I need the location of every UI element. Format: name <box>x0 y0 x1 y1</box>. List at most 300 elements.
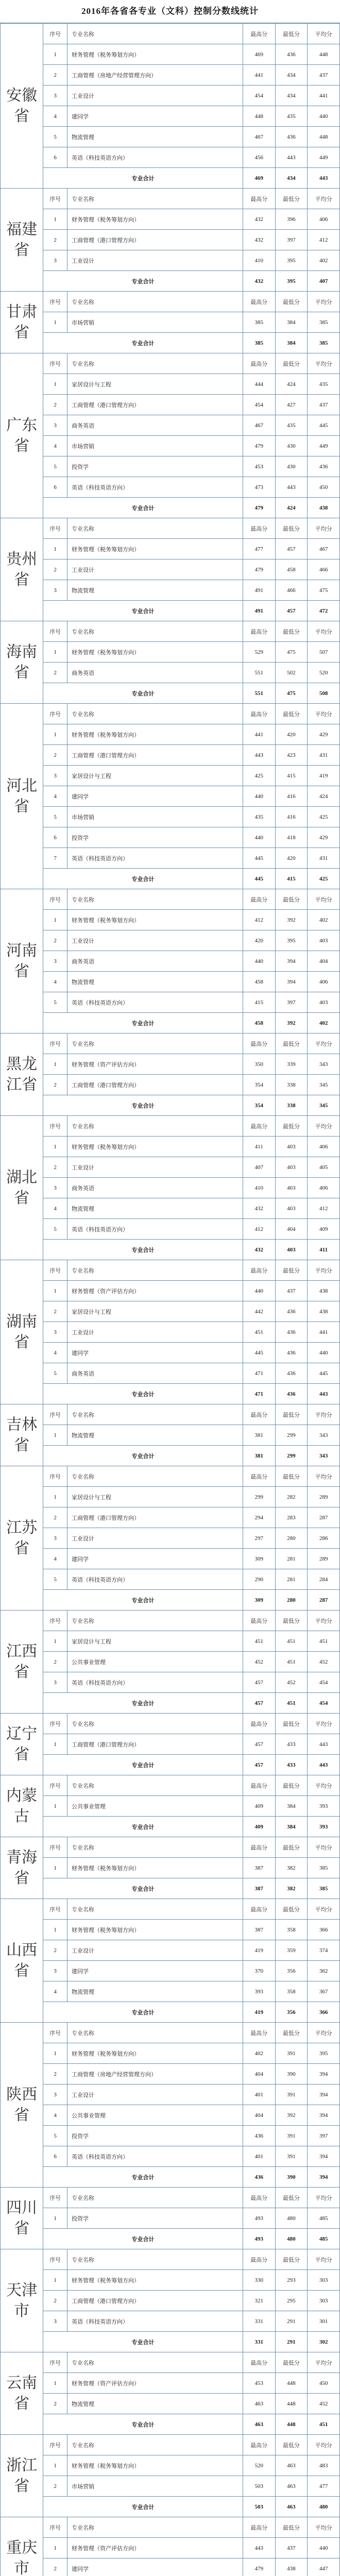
row-min-score: 448 <box>275 2394 308 2414</box>
row-index: 3 <box>43 415 67 436</box>
total-max-score: 445 <box>243 869 275 889</box>
row-max-score: 479 <box>243 560 275 580</box>
row-min-score: 281 <box>275 1549 308 1569</box>
header-avg: 平均分 <box>308 189 340 209</box>
row-min-score: 397 <box>275 230 308 250</box>
row-max-score: 493 <box>243 2208 275 2229</box>
row-min-score: 391 <box>275 2084 308 2105</box>
table-row <box>1 1961 340 1981</box>
row-index: 1 <box>43 2043 67 2064</box>
row-index: 2 <box>43 2064 67 2084</box>
table-header-row <box>1 2517 340 2538</box>
total-avg-score: 443 <box>308 1384 340 1404</box>
row-avg-score: 406 <box>308 1137 340 1157</box>
header-major: 专业名称 <box>67 889 243 910</box>
total-row <box>1 1095 340 1116</box>
row-min-score: 392 <box>275 910 308 930</box>
total-label: 专业合计 <box>43 1446 243 1466</box>
total-row <box>1 1878 340 1899</box>
table-row <box>1 2455 340 2476</box>
row-major: 公共事业管理 <box>67 1796 243 1817</box>
row-index: 3 <box>43 2311 67 2332</box>
row-index: 5 <box>43 807 67 827</box>
row-major: 家居设计与工程 <box>67 1631 243 1652</box>
total-avg-score: 443 <box>308 168 340 189</box>
table-row <box>1 1363 340 1384</box>
row-min-score: 295 <box>275 2291 308 2311</box>
total-min-score: 403 <box>275 1240 308 1260</box>
row-major: 投资学 <box>67 2126 243 2146</box>
header-avg: 平均分 <box>308 1714 340 1734</box>
row-max-score: 407 <box>243 1157 275 1178</box>
total-row <box>1 168 340 189</box>
row-min-score: 384 <box>275 1796 308 1817</box>
table-row <box>1 436 340 456</box>
row-max-score: 435 <box>243 807 275 827</box>
row-index: 5 <box>43 1219 67 1240</box>
header-max: 最高分 <box>243 1404 275 1425</box>
row-max-score: 440 <box>243 827 275 848</box>
row-avg-score: 303 <box>308 2291 340 2311</box>
header-index: 序号 <box>43 1404 67 1425</box>
row-max-score: 354 <box>243 1075 275 1095</box>
row-major: 财务管理（税务筹划方向） <box>67 2270 243 2291</box>
row-major: 物流管理 <box>67 580 243 601</box>
row-max-score: 381 <box>243 1425 275 1446</box>
row-avg-score: 394 <box>308 2064 340 2084</box>
header-max: 最高分 <box>243 2517 275 2538</box>
total-avg-score: 425 <box>308 869 340 889</box>
province-name: 重庆市 <box>1 2517 43 2576</box>
row-max-score: 467 <box>243 127 275 147</box>
row-major: 财务管理（税务筹划方向） <box>67 1858 243 1878</box>
row-major: 英语（科技英语方向） <box>67 2146 243 2167</box>
table-header-row <box>1 1260 340 1281</box>
header-avg: 平均分 <box>308 1837 340 1858</box>
total-max-score: 432 <box>243 271 275 292</box>
row-avg-score: 385 <box>308 1858 340 1878</box>
row-index: 1 <box>43 1281 67 1301</box>
row-index: 3 <box>43 1528 67 1549</box>
row-index: 1 <box>43 1425 67 1446</box>
row-major: 建同学 <box>67 1549 243 1569</box>
header-avg: 平均分 <box>308 292 340 312</box>
total-avg-score: 411 <box>308 1240 340 1260</box>
header-index: 序号 <box>43 1837 67 1858</box>
row-avg-score: 443 <box>308 1734 340 1755</box>
province-name: 福建省 <box>1 189 43 292</box>
total-label: 专业合计 <box>43 1384 243 1404</box>
province-name: 黑龙江省 <box>1 1033 43 1116</box>
row-index: 1 <box>43 1796 67 1817</box>
row-avg-score: 345 <box>308 1075 340 1095</box>
row-index: 4 <box>43 972 67 992</box>
table-header-row <box>1 1837 340 1858</box>
header-max: 最高分 <box>243 1033 275 1054</box>
header-min: 最低分 <box>275 518 308 539</box>
total-max-score: 458 <box>243 1013 275 1033</box>
table-row <box>1 1137 340 1157</box>
row-max-score: 387 <box>243 1920 275 1940</box>
row-major: 商务英语 <box>67 415 243 436</box>
header-major: 专业名称 <box>67 2517 243 2538</box>
header-index: 序号 <box>43 1899 67 1920</box>
header-index: 序号 <box>43 2435 67 2455</box>
total-max-score: 469 <box>243 168 275 189</box>
row-index: 1 <box>43 209 67 230</box>
table-row <box>1 1198 340 1219</box>
row-major: 工业设计 <box>67 560 243 580</box>
row-major: 建同学 <box>67 2558 243 2576</box>
row-avg-score: 303 <box>308 2270 340 2291</box>
row-avg-score: 385 <box>308 312 340 333</box>
table-row <box>1 560 340 580</box>
row-max-score: 412 <box>243 1219 275 1240</box>
row-min-score: 390 <box>275 2064 308 2084</box>
total-label: 专业合计 <box>43 333 243 353</box>
row-min-score: 436 <box>275 1301 308 1322</box>
row-major: 财务管理（税务筹划方向） <box>67 44 243 65</box>
row-index: 4 <box>43 786 67 807</box>
row-min-score: 382 <box>275 1858 308 1878</box>
row-index: 1 <box>43 642 67 663</box>
total-row <box>1 498 340 518</box>
row-major: 工业设计 <box>67 1940 243 1961</box>
table-row <box>1 930 340 951</box>
row-major: 英语（科技英语方向） <box>67 2311 243 2332</box>
row-index: 2 <box>43 1301 67 1322</box>
row-major: 建同学 <box>67 1961 243 1981</box>
header-min: 最低分 <box>275 1611 308 1631</box>
table-row <box>1 1507 340 1528</box>
row-max-score: 410 <box>243 1178 275 1198</box>
row-major: 商务英语 <box>67 663 243 683</box>
row-major: 工商管理（港口管理方向） <box>67 2291 243 2311</box>
table-row <box>1 827 340 848</box>
row-max-score: 411 <box>243 1137 275 1157</box>
header-avg: 平均分 <box>308 1033 340 1054</box>
row-max-score: 432 <box>243 230 275 250</box>
table-row <box>1 1075 340 1095</box>
row-min-score: 448 <box>275 2373 308 2394</box>
row-avg-score: 448 <box>308 44 340 65</box>
row-min-score: 395 <box>275 930 308 951</box>
row-min-score: 437 <box>275 1281 308 1301</box>
province-name: 山西省 <box>1 1899 43 2023</box>
row-max-score: 473 <box>243 477 275 498</box>
total-row <box>1 1013 340 1033</box>
row-min-score: 403 <box>275 1137 308 1157</box>
total-avg-score: 393 <box>308 1817 340 1837</box>
row-avg-score: 286 <box>308 1528 340 1549</box>
header-index: 序号 <box>43 2517 67 2538</box>
header-max: 最高分 <box>243 292 275 312</box>
total-label: 专业合计 <box>43 1693 243 1714</box>
row-avg-score: 406 <box>308 972 340 992</box>
header-min: 最低分 <box>275 189 308 209</box>
row-min-score: 404 <box>275 1219 308 1240</box>
province-name: 天津市 <box>1 2249 43 2352</box>
header-avg: 平均分 <box>308 518 340 539</box>
row-index: 6 <box>43 2146 67 2167</box>
row-max-score: 290 <box>243 1569 275 1590</box>
row-avg-score: 466 <box>308 560 340 580</box>
total-avg-score: 385 <box>308 333 340 353</box>
header-avg: 平均分 <box>308 2435 340 2455</box>
total-max-score: 551 <box>243 683 275 704</box>
row-index: 5 <box>43 456 67 477</box>
total-label: 专业合计 <box>43 1590 243 1611</box>
row-min-score: 416 <box>275 807 308 827</box>
table-row <box>1 1920 340 1940</box>
header-avg: 平均分 <box>308 1260 340 1281</box>
row-avg-score: 483 <box>308 2455 340 2476</box>
row-index: 4 <box>43 1343 67 1363</box>
table-header-row <box>1 1775 340 1796</box>
row-min-score: 283 <box>275 1507 308 1528</box>
header-min: 最低分 <box>275 1404 308 1425</box>
row-major: 商务英语 <box>67 1363 243 1384</box>
row-max-score: 443 <box>243 2538 275 2558</box>
row-major: 工业设计 <box>67 2084 243 2105</box>
total-row <box>1 1817 340 1837</box>
row-min-score: 280 <box>275 1528 308 1549</box>
header-min: 最低分 <box>275 1714 308 1734</box>
table-row <box>1 2476 340 2497</box>
header-max: 最高分 <box>243 1611 275 1631</box>
header-avg: 平均分 <box>308 889 340 910</box>
header-index: 序号 <box>43 2352 67 2373</box>
header-avg: 平均分 <box>308 2188 340 2208</box>
row-avg-score: 424 <box>308 786 340 807</box>
table-row <box>1 2394 340 2414</box>
header-avg: 平均分 <box>308 1775 340 1796</box>
row-max-score: 452 <box>243 1652 275 1672</box>
table-row <box>1 2146 340 2167</box>
row-min-score: 394 <box>275 951 308 972</box>
row-max-score: 409 <box>243 1796 275 1817</box>
total-max-score: 493 <box>243 2229 275 2249</box>
header-min: 最低分 <box>275 2023 308 2043</box>
header-avg: 平均分 <box>308 621 340 642</box>
table-row <box>1 477 340 498</box>
table-header-row <box>1 1404 340 1425</box>
row-major: 英语（科技英语方向） <box>67 848 243 869</box>
row-min-score: 299 <box>275 1425 308 1446</box>
header-min: 最低分 <box>275 2517 308 2538</box>
header-avg: 平均分 <box>308 1116 340 1137</box>
table-row <box>1 2558 340 2576</box>
row-max-score: 330 <box>243 2270 275 2291</box>
row-major: 工业设计 <box>67 930 243 951</box>
header-major: 专业名称 <box>67 1260 243 1281</box>
row-major: 英语（科技英语方向） <box>67 992 243 1013</box>
header-max: 最高分 <box>243 1899 275 1920</box>
row-min-score: 466 <box>275 580 308 601</box>
row-avg-score: 289 <box>308 1549 340 1569</box>
province-name: 贵州省 <box>1 518 43 621</box>
row-major: 建同学 <box>67 786 243 807</box>
row-major: 建同学 <box>67 1343 243 1363</box>
row-avg-score: 406 <box>308 209 340 230</box>
total-label: 专业合计 <box>43 2414 243 2435</box>
row-max-score: 454 <box>243 86 275 106</box>
row-index: 2 <box>43 2394 67 2414</box>
total-min-score: 424 <box>275 498 308 518</box>
total-min-score: 291 <box>275 2332 308 2352</box>
total-max-score: 387 <box>243 1878 275 1899</box>
header-max: 最高分 <box>243 24 275 44</box>
row-index: 1 <box>43 2373 67 2394</box>
row-index: 2 <box>43 1940 67 1961</box>
header-min: 最低分 <box>275 2435 308 2455</box>
row-min-score: 420 <box>275 848 308 869</box>
row-index: 2 <box>43 2291 67 2311</box>
total-label: 专业合计 <box>43 1013 243 1033</box>
row-avg-score: 438 <box>308 1281 340 1301</box>
row-major: 财务管理（资产评估方向） <box>67 1054 243 1075</box>
row-avg-score: 287 <box>308 1507 340 1528</box>
row-major: 商务英语 <box>67 951 243 972</box>
header-index: 序号 <box>43 1714 67 1734</box>
total-max-score: 419 <box>243 2002 275 2023</box>
table-header-row <box>1 2023 340 2043</box>
table-header-row <box>1 889 340 910</box>
total-row <box>1 1590 340 1611</box>
total-label: 专业合计 <box>43 1878 243 1899</box>
table-header-row <box>1 2352 340 2373</box>
row-major: 工业设计 <box>67 1322 243 1343</box>
header-major: 专业名称 <box>67 1033 243 1054</box>
row-max-score: 463 <box>243 2394 275 2414</box>
row-min-score: 433 <box>275 1734 308 1755</box>
total-label: 专业合计 <box>43 2167 243 2188</box>
row-max-score: 477 <box>243 539 275 560</box>
table-row <box>1 848 340 869</box>
row-major: 财务管理（资产评估方向） <box>67 2373 243 2394</box>
header-major: 专业名称 <box>67 2188 243 2208</box>
row-min-score: 394 <box>275 972 308 992</box>
header-min: 最低分 <box>275 1775 308 1796</box>
table-row <box>1 766 340 786</box>
row-min-score: 359 <box>275 1940 308 1961</box>
province-name: 陕西省 <box>1 2023 43 2188</box>
row-index: 4 <box>43 1981 67 2002</box>
row-index: 2 <box>43 395 67 415</box>
table-row <box>1 745 340 766</box>
total-max-score: 436 <box>243 2167 275 2188</box>
table-row <box>1 1178 340 1198</box>
row-min-score: 391 <box>275 2146 308 2167</box>
table-row <box>1 1281 340 1301</box>
header-min: 最低分 <box>275 1260 308 1281</box>
row-min-score: 281 <box>275 1569 308 1590</box>
row-avg-score: 397 <box>308 2126 340 2146</box>
row-max-score: 370 <box>243 1961 275 1981</box>
table-row <box>1 2105 340 2126</box>
row-index: 2 <box>43 1075 67 1095</box>
table-row <box>1 2311 340 2332</box>
total-row <box>1 271 340 292</box>
row-index: 1 <box>43 724 67 745</box>
total-avg-score: 385 <box>308 1878 340 1899</box>
row-max-score: 350 <box>243 1054 275 1075</box>
row-avg-score: 440 <box>308 1343 340 1363</box>
row-major: 投资学 <box>67 827 243 848</box>
table-row <box>1 2270 340 2291</box>
row-max-score: 520 <box>243 2455 275 2476</box>
row-min-score: 384 <box>275 312 308 333</box>
row-min-score: 391 <box>275 2126 308 2146</box>
table-row <box>1 374 340 395</box>
row-min-score: 403 <box>275 1198 308 1219</box>
row-index: 3 <box>43 580 67 601</box>
total-avg-score: 443 <box>308 1755 340 1775</box>
row-avg-score: 437 <box>308 65 340 86</box>
table-row <box>1 539 340 560</box>
header-major: 专业名称 <box>67 1899 243 1920</box>
table-header-row <box>1 1899 340 1920</box>
row-avg-score: 436 <box>308 456 340 477</box>
row-avg-score: 450 <box>308 2373 340 2394</box>
total-label: 专业合计 <box>43 271 243 292</box>
row-max-score: 404 <box>243 2105 275 2126</box>
table-row <box>1 910 340 930</box>
province-name: 河北省 <box>1 704 43 889</box>
row-min-score: 434 <box>275 65 308 86</box>
row-major: 市场营销 <box>67 807 243 827</box>
row-major: 工商管理（房地产经营管理方向） <box>67 65 243 86</box>
row-avg-score: 366 <box>308 1920 340 1940</box>
header-major: 专业名称 <box>67 621 243 642</box>
row-index: 1 <box>43 2455 67 2476</box>
total-min-score: 434 <box>275 168 308 189</box>
row-min-score: 427 <box>275 395 308 415</box>
row-avg-score: 343 <box>308 1054 340 1075</box>
total-max-score: 381 <box>243 1446 275 1466</box>
row-avg-score: 520 <box>308 663 340 683</box>
total-max-score: 354 <box>243 1095 275 1116</box>
row-avg-score: 403 <box>308 930 340 951</box>
header-max: 最高分 <box>243 353 275 374</box>
row-index: 1 <box>43 374 67 395</box>
row-major: 家居设计与工程 <box>67 1301 243 1322</box>
row-min-score: 436 <box>275 1322 308 1343</box>
row-min-score: 436 <box>275 1343 308 1363</box>
header-index: 序号 <box>43 1611 67 1631</box>
total-avg-score: 302 <box>308 2332 340 2352</box>
row-min-score: 415 <box>275 766 308 786</box>
row-major: 财务管理（税务筹划方向） <box>67 724 243 745</box>
header-max: 最高分 <box>243 2435 275 2455</box>
row-avg-score: 440 <box>308 2538 340 2558</box>
header-max: 最高分 <box>243 621 275 642</box>
row-index: 4 <box>43 1549 67 1569</box>
province-name: 云南省 <box>1 2352 43 2435</box>
total-min-score: 392 <box>275 1013 308 1033</box>
header-major: 专业名称 <box>67 1714 243 1734</box>
total-row <box>1 869 340 889</box>
row-max-score: 440 <box>243 786 275 807</box>
header-major: 专业名称 <box>67 24 243 44</box>
header-max: 最高分 <box>243 518 275 539</box>
table-row <box>1 456 340 477</box>
row-max-score: 456 <box>243 147 275 168</box>
row-max-score: 467 <box>243 415 275 436</box>
row-avg-score: 425 <box>308 807 340 827</box>
row-major: 物流管理 <box>67 127 243 147</box>
table-header-row <box>1 353 340 374</box>
